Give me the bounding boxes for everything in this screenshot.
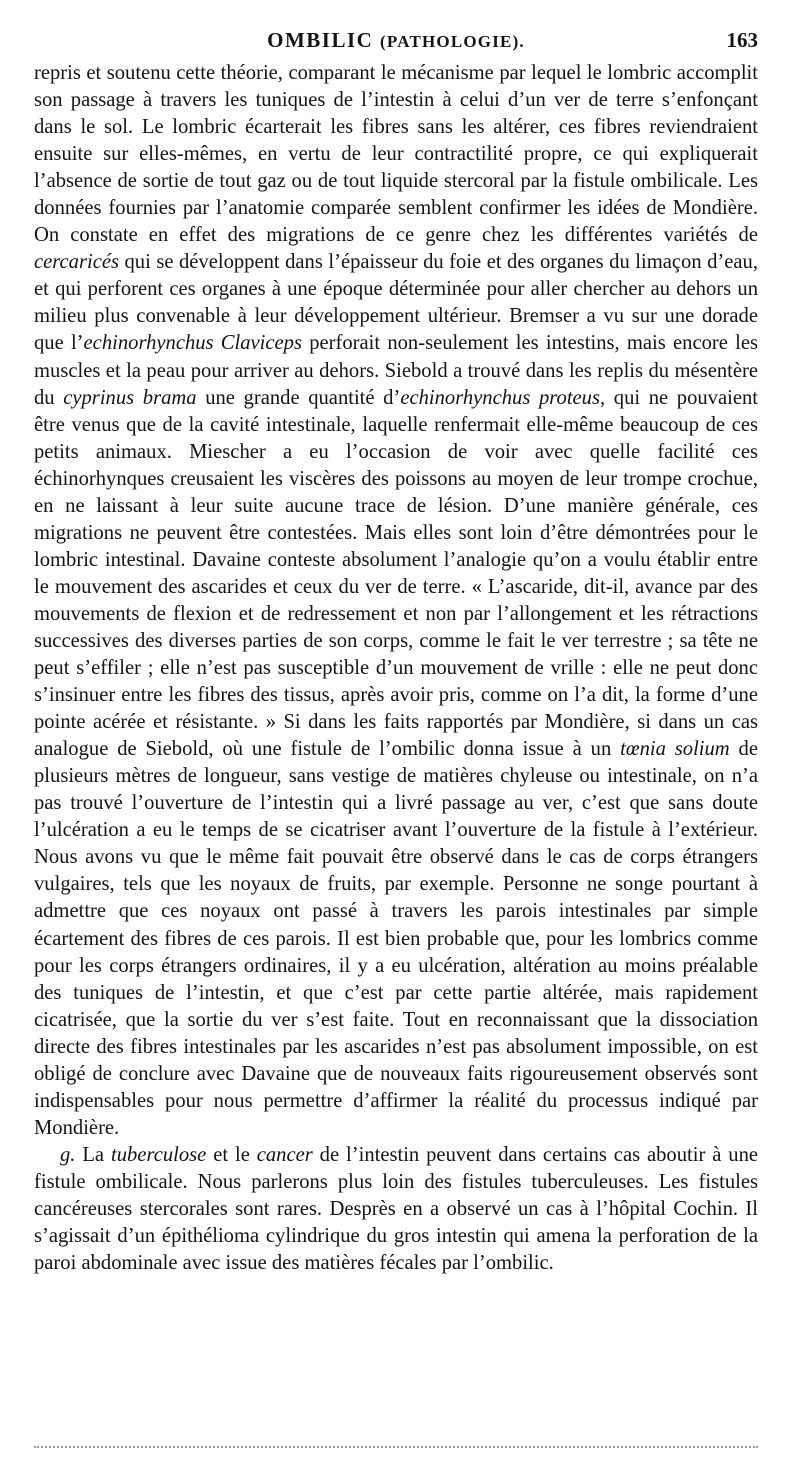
text-run: de l’intestin peuvent dans certains cas aboutir à une fistule ombilicale. Nous parlerons plus loin des fistules tuberculeuses. Les fistules cancéreuses stercorales sont rares. Desprès en a observé un cas à l’hôpital Cochin. Il s’agissait d’un épithélioma cylindrique du gros intestin qui amena la perforation de la paroi abdominale avec issue des matières fécales par l’ombilic. (34, 1143, 759, 1275)
paragraph-continuation (34, 60, 758, 1142)
page-number: 163 (726, 28, 758, 52)
italic-term: cyprinus brama (63, 386, 197, 409)
text-run: une grande quantité d’ (196, 386, 401, 409)
running-title (34, 28, 758, 53)
text-run: et le (206, 1143, 257, 1166)
text-run: repris et soutenu cette théorie, comparant le mécanisme par lequel le lombric accomplit son passage à travers les tuniques de l’intestin à celui d’un ver de terre s’enfonçant dans le sol. Le lombric écarterait les fibres sans les altérer, ces fibres reviendraient ensuite sur elles-mêmes, en vertu de leur contractilité propre, ce qui expliquerait l’absence de sortie de tout gaz ou de tout liquide stercoral par la fistule ombilicale. Les données fournies par l’anatomie comparée semblent confirmer les idées de Mondière. On constate en effet des migrations de ce genre chez les différentes variétés de (34, 62, 758, 247)
running-head (34, 0, 758, 50)
italic-term: echinorhynchus proteus (400, 386, 600, 409)
header-subtitle: (PATHOLOGIE). (380, 32, 525, 51)
italic-term: cercaricés (34, 251, 119, 274)
text-run: perforait non-seulement les intestins, mais encore les muscles et la peau pour arriver au dehors. Siebold a trouvé dans les replis du mésentère du (34, 332, 758, 409)
text-run: de plusieurs mètres de longueur, sans vestige de matières chyleuse ou intestinale, on n’a pas trouvé l’ouverture de l’intestin qui a livré passage au ver, c’est que sans doute l’ulcération a eu le temps de se cicatriser avant l’ouverture de la fistule à l’extérieur. Nous avons vu que le même fait pouvait être observé dans le cas de corps étrangers vulgaires, tels que les noyaux de fruits, par exemple. Personne ne songe pourtant à admettre que ces noyaux ont passé à travers les parois intestinales par simple écartement des fibres de ces parois. Il est bien probable que, pour les lombrics comme pour les corps étrangers ordinaires, il y a eu ulcération, altération au moins préalable des tuniques de l’intestin, et que c’est par cette partie altérée, mais rapidement cicatrisée, que la sortie du ver s’est faite. Tout en reconnaissant que la dissociation directe des fibres intestinales par les ascarides n’est pas absolument impossible, on est obligé de conclure avec Davaine que de nouveaux faits rigoureusement observés sont indispensables pour nous permettre d’affirmer la réalité du processus indiqué par Mondière. (34, 738, 758, 1139)
text-run: La (75, 1143, 111, 1166)
text-run: , qui ne pouvaient être venus que de la cavité intestinale, laquelle renfermait elle-même beaucoup de ces petits animaux. Miescher a eu l’occasion de voir avec quelle facilité ces échinorhynques creusaient les viscères des poissons au moyen de leur trompe crochue, en ne laissant à leur suite aucune trace de lésion. D’une manière générale, ces migrations ne peuvent être contestées. Mais elles sont loin d’être démontrées pour le lombric intestinal. Davaine conteste absolument l’analogie qu’on a voulu établir entre le mouvement des ascarides et ceux du ver de terre. « L’ascaride, dit-il, avance par des mouvements de flexion et de redressement et non par l’allongement et les rétractions successives des diverses parties de son corps, comme le fait le ver terrestre ; sa tête ne peut s’effiler ; elle n’est pas susceptible d’un mouvement de vrille : elle ne peut donc s’insinuer entre les fibres des tissus, après avoir pris, comme on l’a dit, la forme d’une pointe acérée et résistante. » Si dans les faits rapportés par Mondière, si dans un cas analogue de Siebold, où une fistule de l’ombilic donna issue à un (34, 386, 758, 761)
footer-dotted-rule (34, 1446, 758, 1448)
italic-term: cancer (256, 1143, 313, 1166)
italic-term: echinorhynchus Claviceps (83, 332, 302, 355)
paragraph-g (34, 1142, 758, 1277)
text-run: qui se développent dans l’épaisseur du foie et des organes du limaçon d’eau, et qui perforent ces organes à une époque déterminée pour aller chercher au dehors un milieu plus convenable à leur développement ultérieur. Bremser a vu sur une dorade que l’ (34, 251, 758, 355)
body-text (34, 60, 758, 1277)
section-label: g. (60, 1143, 76, 1166)
header-title: OMBILIC (267, 28, 374, 52)
italic-term: tuberculose (110, 1143, 207, 1166)
italic-term: tœnia solium (620, 738, 730, 761)
